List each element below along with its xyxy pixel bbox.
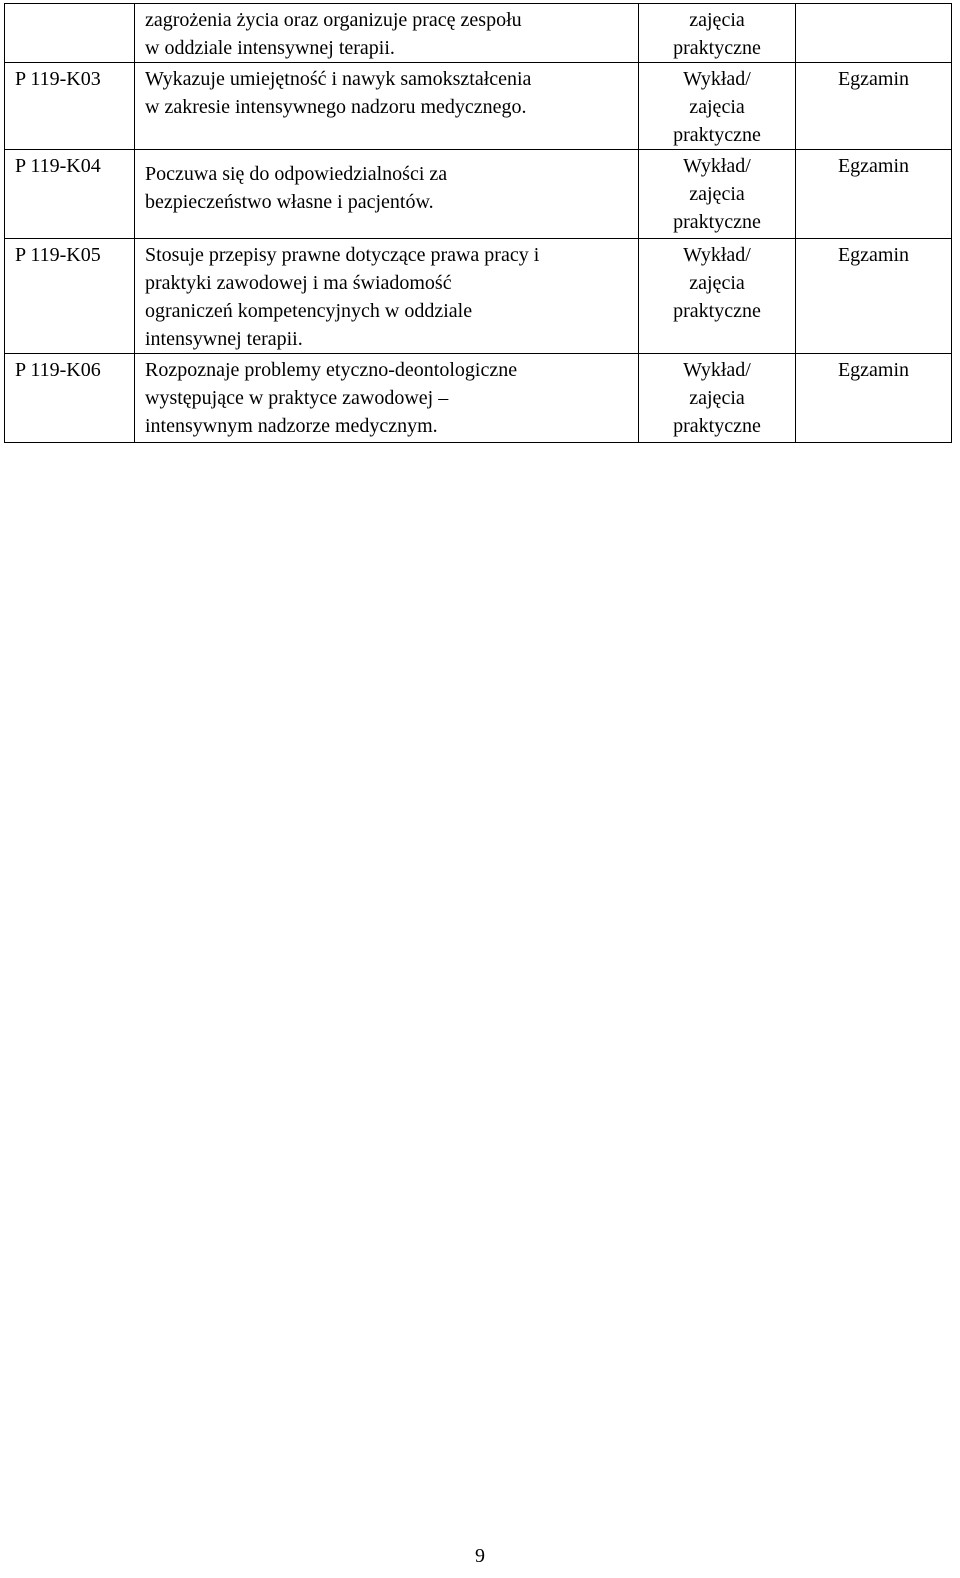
table-row [5,354,952,443]
outcome-description-cell [135,150,639,239]
teaching-form-cell [639,63,796,150]
teaching-form-line: zajęcia [689,387,745,409]
outcome-code-cell [5,354,135,443]
verification-method-cell [796,63,952,150]
outcome-description-line: intensywnej terapii. [145,328,303,350]
outcome-description-line: zagrożenia życia oraz organizuje pracę zespołu [145,9,522,31]
outcome-code-cell [5,239,135,354]
outcome-description-line: bezpieczeństwo własne i pacjentów. [145,191,434,213]
verification-method: Egzamin [837,359,910,381]
teaching-form-line: praktyczne [673,124,761,146]
outcome-code-cell [5,4,135,63]
outcome-description-line: ograniczeń kompetencyjnych w oddziale [145,300,473,322]
outcome-description-line: Stosuje przepisy prawne dotyczące prawa pracy i [145,244,540,266]
teaching-form-line: praktyczne [673,300,761,322]
outcome-description-line: Poczuwa się do odpowiedzialności za [145,163,448,185]
teaching-form-line: praktyczne [673,211,761,233]
teaching-form-line: praktyczne [673,415,761,437]
outcome-description-line: Wykazuje umiejętność i nawyk samokształcenia [145,68,532,90]
teaching-form-cell [639,4,796,63]
verification-method-cell [796,4,952,63]
outcome-description-line: praktyki zawodowej i ma świadomość [145,272,452,294]
verification-method: Egzamin [837,244,910,266]
outcome-code-cell [5,150,135,239]
teaching-form-line: praktyczne [673,37,761,59]
page-number: 9 [475,1545,485,1567]
teaching-form-line: Wykład/ [683,155,751,177]
teaching-form-line: Wykład/ [683,244,751,266]
table-row [5,239,952,354]
outcome-code: P 119-K03 [15,68,101,90]
outcome-code: P 119-K04 [15,155,101,177]
outcome-code: P 119-K05 [15,244,101,266]
teaching-form-line: Wykład/ [683,68,751,90]
outcome-code-cell [5,63,135,150]
verification-method: Egzamin [837,155,910,177]
outcome-description-line: Rozpoznaje problemy etyczno-deontologiczne [145,359,518,381]
outcome-description-cell [135,4,639,63]
learning-outcomes-table [4,3,952,443]
verification-method-cell [796,150,952,239]
teaching-form-line: zajęcia [689,96,745,118]
outcome-description-cell [135,354,639,443]
verification-method-cell [796,239,952,354]
teaching-form-cell [639,239,796,354]
verification-method-cell [796,354,952,443]
outcome-description-cell [135,239,639,354]
teaching-form-cell [639,150,796,239]
teaching-form-line: zajęcia [689,9,745,31]
outcome-description-line: w zakresie intensywnego nadzoru medycznego. [145,96,527,118]
teaching-form-line: zajęcia [689,183,745,205]
table-row [5,150,952,239]
table-row [5,63,952,150]
teaching-form-line: zajęcia [689,272,745,294]
outcome-description-line: intensywnym nadzorze medycznym. [145,415,438,437]
verification-method: Egzamin [837,68,910,90]
outcome-description-cell [135,63,639,150]
teaching-form-cell [639,354,796,443]
table-row [5,4,952,63]
outcome-code: P 119-K06 [15,359,101,381]
outcome-description-line: w oddziale intensywnej terapii. [145,37,395,59]
outcome-description-line: występujące w praktyce zawodowej – [145,387,449,409]
teaching-form-line: Wykład/ [683,359,751,381]
